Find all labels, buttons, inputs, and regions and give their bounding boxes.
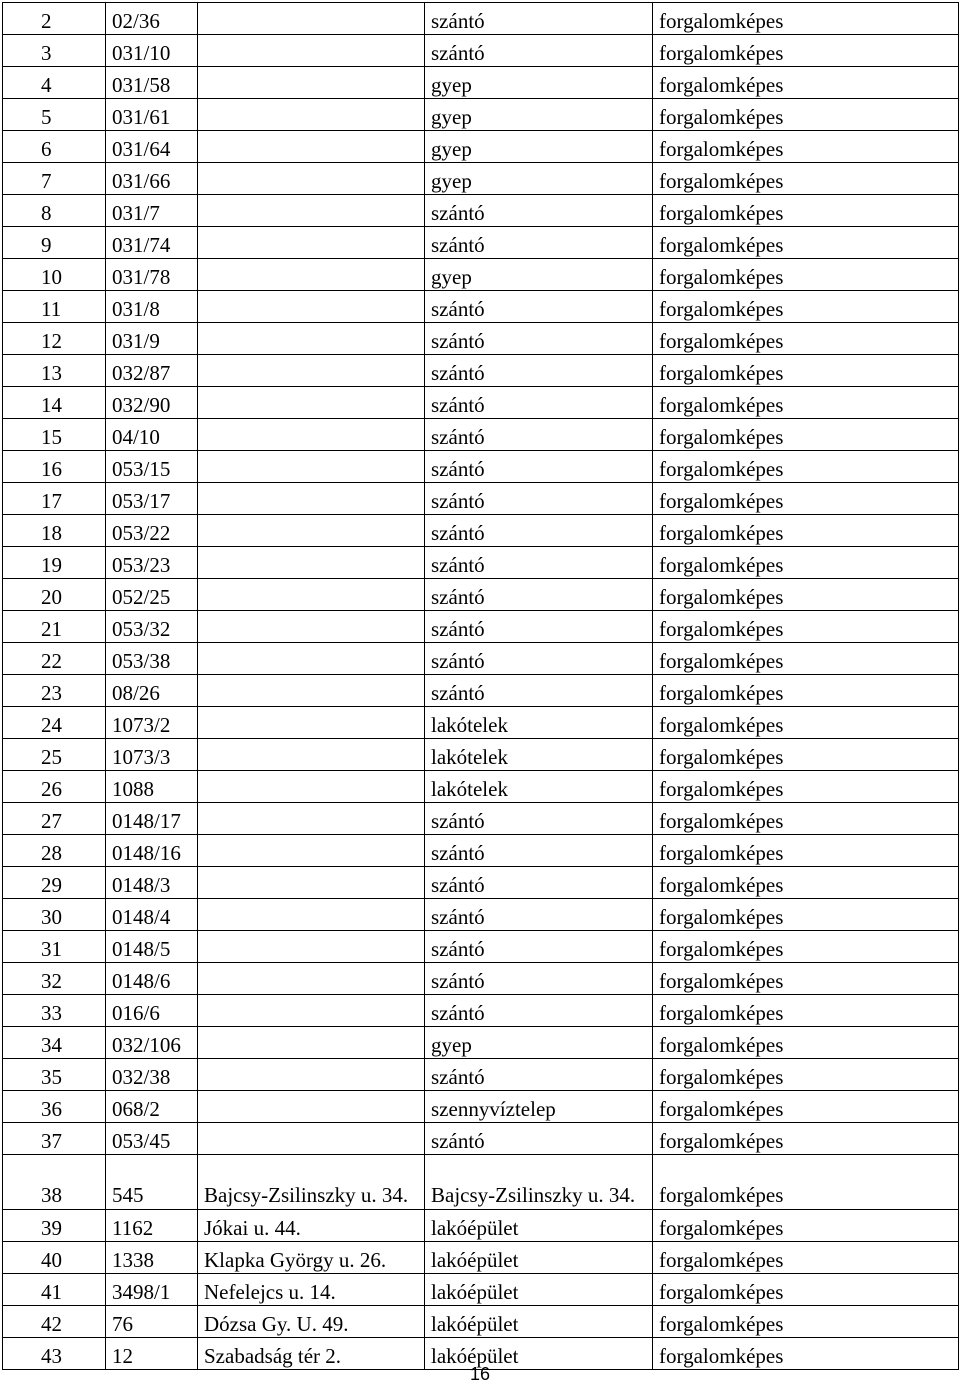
parcel-number-cell: 0148/16 [106,835,198,867]
status-cell: forgalomképes [653,1274,959,1306]
status-cell: forgalomképes [653,963,959,995]
land-use-cell: Bajcsy-Zsilinszky u. 34. [425,1155,653,1210]
parcel-number-cell: 1162 [106,1210,198,1242]
status-cell: forgalomképes [653,259,959,291]
address-cell [198,67,425,99]
land-use-cell: szántó [425,1123,653,1155]
address-cell [198,835,425,867]
table-row [3,1274,959,1306]
table-row [3,675,959,707]
land-use-cell: lakóépület [425,1274,653,1306]
parcel-number-cell: 031/9 [106,323,198,355]
address-cell [198,131,425,163]
status-cell: forgalomképes [653,995,959,1027]
parcel-number-cell: 1073/3 [106,739,198,771]
table-row [3,323,959,355]
land-use-cell: lakótelek [425,707,653,739]
table-row [3,835,959,867]
row-number-cell: 15 [3,419,106,451]
address-cell [198,195,425,227]
table-row [3,67,959,99]
table-row [3,355,959,387]
land-use-cell: gyep [425,1027,653,1059]
land-use-cell: lakóépület [425,1338,653,1370]
table-row [3,771,959,803]
land-use-cell: lakóépület [425,1242,653,1274]
status-cell: forgalomképes [653,67,959,99]
row-number-cell: 27 [3,803,106,835]
table-row [3,515,959,547]
land-use-cell: szántó [425,291,653,323]
parcel-number-cell: 3498/1 [106,1274,198,1306]
row-number-cell: 35 [3,1059,106,1091]
table-row [3,1242,959,1274]
land-use-cell: szántó [425,931,653,963]
row-number-cell: 22 [3,643,106,675]
status-cell: forgalomképes [653,707,959,739]
status-cell: forgalomképes [653,1059,959,1091]
row-number-cell: 32 [3,963,106,995]
parcel-number-cell: 031/66 [106,163,198,195]
address-cell [198,3,425,35]
land-use-cell: szántó [425,835,653,867]
row-number-cell: 14 [3,387,106,419]
status-cell: forgalomképes [653,1123,959,1155]
land-use-cell: szántó [425,899,653,931]
row-number-cell: 3 [3,35,106,67]
address-cell: Nefelejcs u. 14. [198,1274,425,1306]
land-use-cell: szántó [425,323,653,355]
address-cell [198,643,425,675]
parcel-number-cell: 0148/3 [106,867,198,899]
address-cell [198,99,425,131]
parcel-number-cell: 545 [106,1155,198,1210]
parcel-number-cell: 031/8 [106,291,198,323]
status-cell: forgalomképes [653,1027,959,1059]
table-row [3,419,959,451]
land-use-cell: szántó [425,547,653,579]
status-cell: forgalomképes [653,739,959,771]
parcel-number-cell: 031/64 [106,131,198,163]
parcel-number-cell: 031/58 [106,67,198,99]
status-cell: forgalomképes [653,35,959,67]
row-number-cell: 4 [3,67,106,99]
parcel-number-cell: 053/45 [106,1123,198,1155]
table-row [3,195,959,227]
row-number-cell: 8 [3,195,106,227]
address-cell [198,899,425,931]
status-cell: forgalomképes [653,99,959,131]
row-number-cell: 26 [3,771,106,803]
row-number-cell: 10 [3,259,106,291]
land-use-cell: szántó [425,35,653,67]
address-cell [198,451,425,483]
property-table [2,2,959,1370]
land-use-cell: gyep [425,67,653,99]
table-row [3,291,959,323]
table-row [3,867,959,899]
land-use-cell: lakótelek [425,771,653,803]
land-use-cell: lakóépület [425,1210,653,1242]
parcel-number-cell: 032/106 [106,1027,198,1059]
status-cell: forgalomképes [653,835,959,867]
parcel-number-cell: 031/7 [106,195,198,227]
table-row [3,1059,959,1091]
parcel-number-cell: 031/78 [106,259,198,291]
status-cell: forgalomképes [653,291,959,323]
parcel-number-cell: 0148/17 [106,803,198,835]
row-number-cell: 16 [3,451,106,483]
land-use-cell: lakóépület [425,1306,653,1338]
land-use-cell: szántó [425,195,653,227]
land-use-cell: szántó [425,963,653,995]
parcel-number-cell: 053/17 [106,483,198,515]
status-cell: forgalomképes [653,323,959,355]
status-cell: forgalomképes [653,1091,959,1123]
status-cell: forgalomképes [653,355,959,387]
land-use-cell: szántó [425,579,653,611]
table-row [3,803,959,835]
status-cell: forgalomképes [653,675,959,707]
land-use-cell: szántó [425,675,653,707]
parcel-number-cell: 053/32 [106,611,198,643]
row-number-cell: 42 [3,1306,106,1338]
land-use-cell: szántó [425,867,653,899]
address-cell [198,547,425,579]
status-cell: forgalomképes [653,387,959,419]
address-cell [198,803,425,835]
row-number-cell: 28 [3,835,106,867]
land-use-cell: szántó [425,227,653,259]
table-row [3,899,959,931]
status-cell: forgalomképes [653,931,959,963]
address-cell: Bajcsy-Zsilinszky u. 34. [198,1155,425,1210]
row-number-cell: 29 [3,867,106,899]
table-row [3,643,959,675]
row-number-cell: 37 [3,1123,106,1155]
land-use-cell: szántó [425,611,653,643]
table-row [3,611,959,643]
land-use-cell: szántó [425,387,653,419]
parcel-number-cell: 02/36 [106,3,198,35]
row-number-cell: 25 [3,739,106,771]
land-use-cell: gyep [425,131,653,163]
land-use-cell: szántó [425,3,653,35]
status-cell: forgalomképes [653,547,959,579]
row-number-cell: 21 [3,611,106,643]
land-use-cell: szántó [425,483,653,515]
table-row [3,131,959,163]
row-number-cell: 9 [3,227,106,259]
status-cell: forgalomképes [653,451,959,483]
table-row [3,931,959,963]
status-cell: forgalomképes [653,1242,959,1274]
address-cell: Dózsa Gy. U. 49. [198,1306,425,1338]
parcel-number-cell: 12 [106,1338,198,1370]
table-row [3,227,959,259]
land-use-cell: gyep [425,259,653,291]
status-cell: forgalomképes [653,1338,959,1370]
table-row [3,707,959,739]
address-cell [198,259,425,291]
status-cell: forgalomképes [653,867,959,899]
status-cell: forgalomképes [653,419,959,451]
status-cell: forgalomképes [653,195,959,227]
row-number-cell: 13 [3,355,106,387]
address-cell [198,355,425,387]
parcel-number-cell: 08/26 [106,675,198,707]
address-cell [198,1123,425,1155]
parcel-number-cell: 032/90 [106,387,198,419]
land-use-cell: szántó [425,515,653,547]
land-use-cell: lakótelek [425,739,653,771]
parcel-number-cell: 76 [106,1306,198,1338]
row-number-cell: 7 [3,163,106,195]
row-number-cell: 17 [3,483,106,515]
table-row [3,1091,959,1123]
row-number-cell: 2 [3,3,106,35]
parcel-number-cell: 0148/4 [106,899,198,931]
table-row [3,259,959,291]
address-cell [198,867,425,899]
table-row [3,547,959,579]
status-cell: forgalomképes [653,643,959,675]
address-cell [198,387,425,419]
table-row [3,1210,959,1242]
table-row [3,1155,959,1210]
status-cell: forgalomképes [653,227,959,259]
parcel-number-cell: 032/87 [106,355,198,387]
property-table-body [3,3,959,1370]
parcel-number-cell: 04/10 [106,419,198,451]
status-cell: forgalomképes [653,771,959,803]
parcel-number-cell: 053/23 [106,547,198,579]
land-use-cell: gyep [425,163,653,195]
table-row [3,163,959,195]
row-number-cell: 39 [3,1210,106,1242]
status-cell: forgalomképes [653,1306,959,1338]
parcel-number-cell: 031/74 [106,227,198,259]
status-cell: forgalomképes [653,611,959,643]
address-cell [198,323,425,355]
land-use-cell: szántó [425,803,653,835]
land-use-cell: szántó [425,643,653,675]
row-number-cell: 31 [3,931,106,963]
address-cell [198,611,425,643]
row-number-cell: 18 [3,515,106,547]
address-cell [198,227,425,259]
row-number-cell: 41 [3,1274,106,1306]
parcel-number-cell: 1338 [106,1242,198,1274]
land-use-cell: gyep [425,99,653,131]
parcel-number-cell: 031/10 [106,35,198,67]
parcel-number-cell: 068/2 [106,1091,198,1123]
status-cell: forgalomképes [653,515,959,547]
address-cell [198,771,425,803]
parcel-number-cell: 0148/6 [106,963,198,995]
address-cell [198,963,425,995]
row-number-cell: 5 [3,99,106,131]
status-cell: forgalomképes [653,131,959,163]
parcel-number-cell: 053/15 [106,451,198,483]
table-row [3,995,959,1027]
table-row [3,1027,959,1059]
parcel-number-cell: 053/38 [106,643,198,675]
row-number-cell: 43 [3,1338,106,1370]
parcel-number-cell: 052/25 [106,579,198,611]
table-row [3,1306,959,1338]
address-cell [198,1059,425,1091]
row-number-cell: 6 [3,131,106,163]
table-row [3,3,959,35]
address-cell [198,707,425,739]
status-cell: forgalomképes [653,579,959,611]
parcel-number-cell: 1073/2 [106,707,198,739]
parcel-number-cell: 053/22 [106,515,198,547]
land-use-cell: szántó [425,355,653,387]
address-cell [198,739,425,771]
status-cell: forgalomképes [653,3,959,35]
table-row [3,739,959,771]
address-cell [198,419,425,451]
parcel-number-cell: 0148/5 [106,931,198,963]
parcel-number-cell: 016/6 [106,995,198,1027]
table-row [3,99,959,131]
row-number-cell: 38 [3,1155,106,1210]
row-number-cell: 30 [3,899,106,931]
row-number-cell: 36 [3,1091,106,1123]
land-use-cell: szántó [425,419,653,451]
land-use-cell: szántó [425,451,653,483]
status-cell: forgalomképes [653,1210,959,1242]
address-cell [198,35,425,67]
address-cell [198,163,425,195]
land-use-cell: szántó [425,1059,653,1091]
row-number-cell: 19 [3,547,106,579]
parcel-number-cell: 031/61 [106,99,198,131]
table-row [3,387,959,419]
table-row [3,1123,959,1155]
address-cell: Klapka György u. 26. [198,1242,425,1274]
row-number-cell: 33 [3,995,106,1027]
status-cell: forgalomképes [653,163,959,195]
address-cell: Szabadság tér 2. [198,1338,425,1370]
address-cell [198,675,425,707]
table-row [3,579,959,611]
address-cell [198,291,425,323]
row-number-cell: 34 [3,1027,106,1059]
address-cell [198,515,425,547]
address-cell [198,995,425,1027]
status-cell: forgalomképes [653,1155,959,1210]
address-cell [198,1027,425,1059]
status-cell: forgalomképes [653,803,959,835]
status-cell: forgalomképes [653,483,959,515]
table-row [3,451,959,483]
table-row [3,963,959,995]
page-number: 16 [469,1364,491,1384]
row-number-cell: 24 [3,707,106,739]
status-cell: forgalomképes [653,899,959,931]
row-number-cell: 20 [3,579,106,611]
row-number-cell: 11 [3,291,106,323]
address-cell [198,931,425,963]
address-cell [198,483,425,515]
table-row [3,35,959,67]
parcel-number-cell: 032/38 [106,1059,198,1091]
land-use-cell: szennyvíztelep [425,1091,653,1123]
parcel-number-cell: 1088 [106,771,198,803]
table-row [3,483,959,515]
land-use-cell: szántó [425,995,653,1027]
address-cell: Jókai u. 44. [198,1210,425,1242]
row-number-cell: 12 [3,323,106,355]
address-cell [198,579,425,611]
row-number-cell: 23 [3,675,106,707]
address-cell [198,1091,425,1123]
row-number-cell: 40 [3,1242,106,1274]
